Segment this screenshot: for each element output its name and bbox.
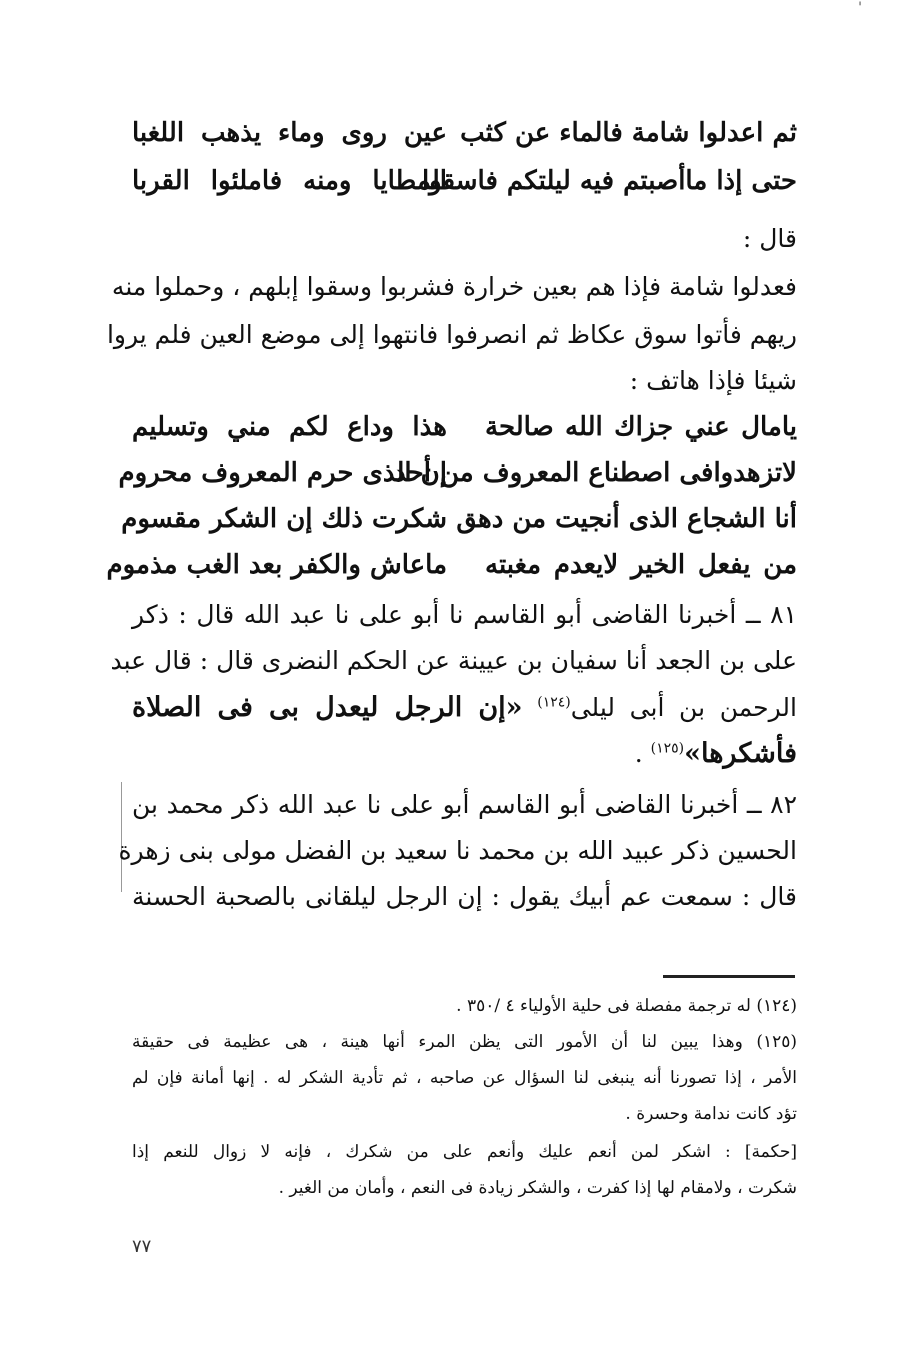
hadith-81-line: [132, 692, 797, 723]
prose-line: شيئا فإذا هاتف :: [629, 366, 797, 395]
verse-second-hemistich: هذا وداع لكم مني وتسليم: [132, 412, 447, 442]
hadith-81-line: على بن الجعد أنا سفيان بن عيينة عن الحكم النضرى قال : قال عبد: [110, 646, 797, 675]
footnote: [حكمة] : اشكر لمن أنعم عليك وأنعم على من شكرك ، فإنه لا زوال للنعم إذا: [132, 1142, 797, 1162]
verse-line: [121, 504, 797, 550]
footnote-ref-124: (١٢٤): [537, 694, 571, 711]
verse-line: [106, 550, 797, 596]
hadith-82-line: قال : سمعت عم أبيك يقول : إن الرجل ليلقانى بالصحبة الحسنة: [132, 882, 797, 911]
verse-first-hemistich: لاتزهدوافى اصطناع المعروف من أحد: [394, 458, 797, 488]
period: .: [634, 739, 651, 768]
footnote: شكرت ، ولامقام لها إذا كفرت ، والشكر زيادة فى النعم ، وأمان من الغير .: [278, 1178, 797, 1198]
footnote: (١٢٥) وهذا يبين لنا أن الأمور التى يظن المرء أنها هينة ، هى عظيمة فى حقيقة: [132, 1032, 797, 1052]
prose-line: قال :: [742, 224, 797, 253]
hadith-82-line: ٨٢ ــ أخبرنا القاضى أبو القاسم أبو على نا عبد الله ذكر محمد بن: [132, 790, 797, 819]
hadith-quote: «إن الرجل ليعدل بى فى الصلاة: [132, 692, 523, 723]
verse-first-hemistich: أنا الشجاع الذى أنجيت من دهق: [456, 504, 797, 534]
corner-mark: ': [858, 0, 862, 16]
narrator-name: الرحمن بن أبى ليلى: [570, 693, 797, 722]
verse-second-hemistich: إن الذى حرم المعروف محروم: [118, 458, 447, 488]
hadith-81-line: [132, 738, 797, 769]
footnote: الأمر ، إذا تصورنا أنه ينبغى لنا السؤال عن صاحبه ، ثم تأدية الشكر له . إنها أمانة فإن لم: [132, 1068, 797, 1088]
hadith-81-line: ٨١ ــ أخبرنا القاضى أبو القاسم نا أبو على نا عبد الله قال : ذكر: [132, 600, 797, 629]
footnote: تؤد كانت ندامة وحسرة .: [625, 1104, 797, 1124]
page-number: ٧٧: [132, 1236, 152, 1257]
verse-first-hemistich: حتى إذا ماأصبتم فيه ليلتكم فاسقوا: [421, 166, 797, 196]
hadith-82-line: الحسين ذكر عبيد الله بن محمد نا سعيد بن الفضل مولى بنى زهرة: [118, 836, 797, 865]
verse-line: [132, 118, 797, 164]
footnote: (١٢٤) له ترجمة مفصلة فى حلية الأولياء ٤ /٣٥٠ .: [456, 996, 797, 1016]
prose-line: فعدلوا شامة فإذا هم بعين خرارة فشربوا وسقوا إبلهم ، وحملوا منه: [111, 272, 797, 301]
footnote-ref-125: (١٢٥): [650, 740, 685, 757]
verse-first-hemistich: من يفعل الخير لايعدم مغبته: [485, 550, 797, 580]
verse-first-hemistich: ثم اعدلوا شامة فالماء عن كثب: [460, 118, 797, 148]
verse-second-hemistich: ماعاش والكفر بعد الغب مذموم: [106, 550, 447, 580]
verse-second-hemistich: عين روى وماء يذهب اللغبا: [132, 118, 447, 148]
verse-second-hemistich: المطايا ومنه فاملئوا القربا: [132, 166, 447, 196]
footnote-divider: [663, 975, 795, 978]
hadith-quote-end: فأشكرها»: [684, 738, 797, 769]
verse-line: [132, 412, 797, 458]
prose-line: ريهم فأتوا سوق عكاظ ثم انصرفوا فانتهوا إلى موضع العين فلم يروا: [106, 320, 797, 349]
verse-second-hemistich: شكرت ذلك إن الشكر مقسوم: [121, 504, 447, 534]
verse-first-hemistich: يامال عني جزاك الله صالحة: [485, 412, 797, 442]
verse-line: [118, 458, 797, 504]
verse-line: [132, 166, 797, 212]
